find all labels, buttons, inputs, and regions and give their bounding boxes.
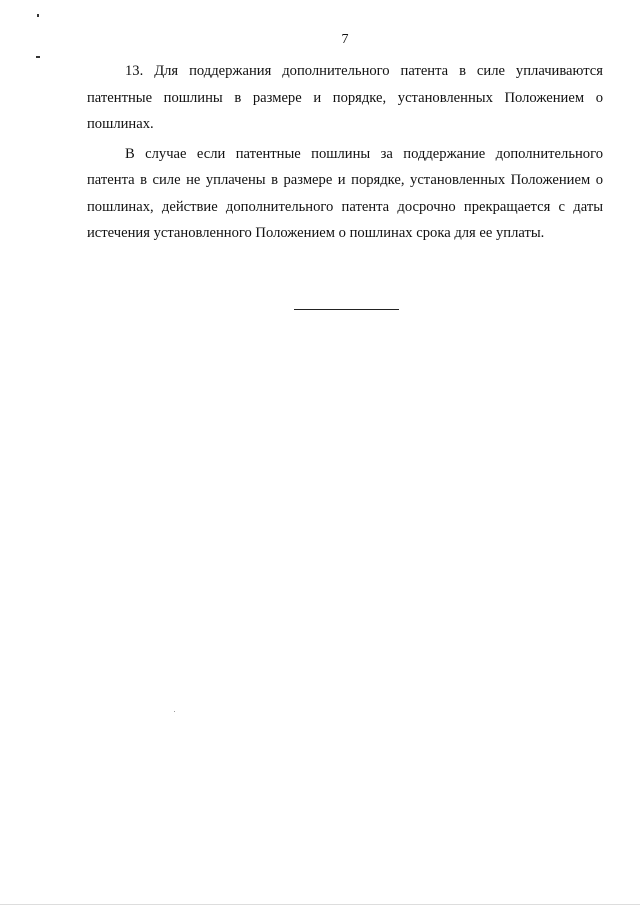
end-separator-line	[294, 309, 399, 310]
paragraph-unpaid-fees: В случае если патентные пошлины за поддержание дополнительного патента в силе не уплачены в размере и порядке, установленных Положением о пошлинах, действие дополнительного патента досрочно прекращается с даты истечения установленного Положением о пошлинах срока для ее уплаты.	[87, 145, 603, 241]
page-number: 7	[341, 32, 349, 47]
scan-artifact	[36, 56, 40, 58]
scan-artifact	[37, 14, 39, 17]
document-body	[87, 58, 603, 250]
paragraph-13: 13. Для поддержания дополнительного патента в силе уплачиваются патентные пошлины в размере и порядке, установленных Положением о пошлинах.	[87, 63, 603, 132]
scan-artifact	[174, 711, 175, 712]
